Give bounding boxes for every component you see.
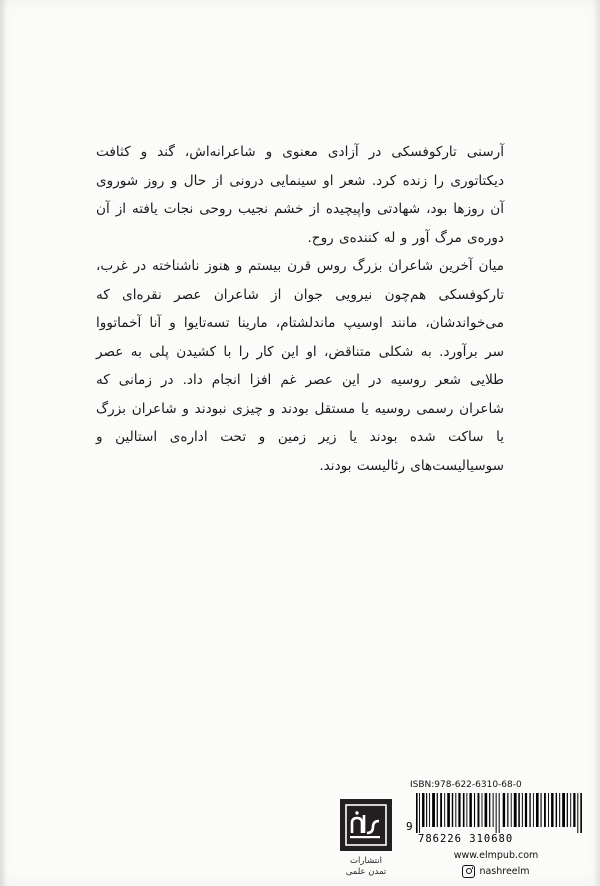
isbn-block <box>406 780 586 878</box>
isbn-label: ISBN:978-622-6310-68-0 <box>410 780 522 790</box>
blurb-paragraph-1: آرسنی تارکوفسکی در آزادی معنوی و شاعرانه‌اش، گند و کثافت دیکتاتوری را زنده کرد. شعر او سینمایی درونی از حال و روز شوروی آن روزها بود، شهادتی واپیچیده از خشم نجیب روحی نجات یافته از آن دوره‌ی مرگ آور و له کننده‌ی روح. <box>96 144 504 246</box>
blurb-paragraph-2: میان آخرین شاعران بزرگ روس قرن بیستم و هنوز ناشناخته در غرب، تارکوفسکی هم‌چون نیرویی جوان از شاعران عصر نقره‌ای که می‌خواندشان، مانند اوسیپ ماندلشتام، مارینا تسه‌تایوا و آنا آخماتووا سر برآورد. به شکلی متناقض، او این کار را با کشیدن پلی به عصر طلایی شعر روسیه در این عصر غم افزا انجام داد. در زمانی که شاعران رسمی روسیه یا مستقل بودند و چیزی نبودند و شاعران بزرگ یا ساکت شده بودند یا زیر زمین و تحت اداره‌ی استالین و سوسیالیست‌های رئالیست بودند. <box>96 258 504 474</box>
publisher-logo-block <box>334 799 398 878</box>
instagram-icon <box>462 865 475 878</box>
barcode-digits: 786226 310680 <box>418 833 514 845</box>
barcode-wrap <box>406 793 586 833</box>
publisher-name-line-1: انتشارات <box>350 856 382 866</box>
publisher-name-line-2: تمدن علمی <box>345 867 387 877</box>
publisher-website: www.elmpub.com <box>453 850 539 861</box>
barcode-prefix-digit: 9 <box>406 820 413 833</box>
instagram-row <box>406 865 586 878</box>
barcode-icon <box>415 793 586 833</box>
publisher-logo-icon <box>340 799 392 851</box>
publisher-name <box>334 856 398 878</box>
imprint-band <box>0 770 600 886</box>
instagram-handle: nashreelm <box>479 866 530 877</box>
back-cover-blurb <box>96 138 504 480</box>
